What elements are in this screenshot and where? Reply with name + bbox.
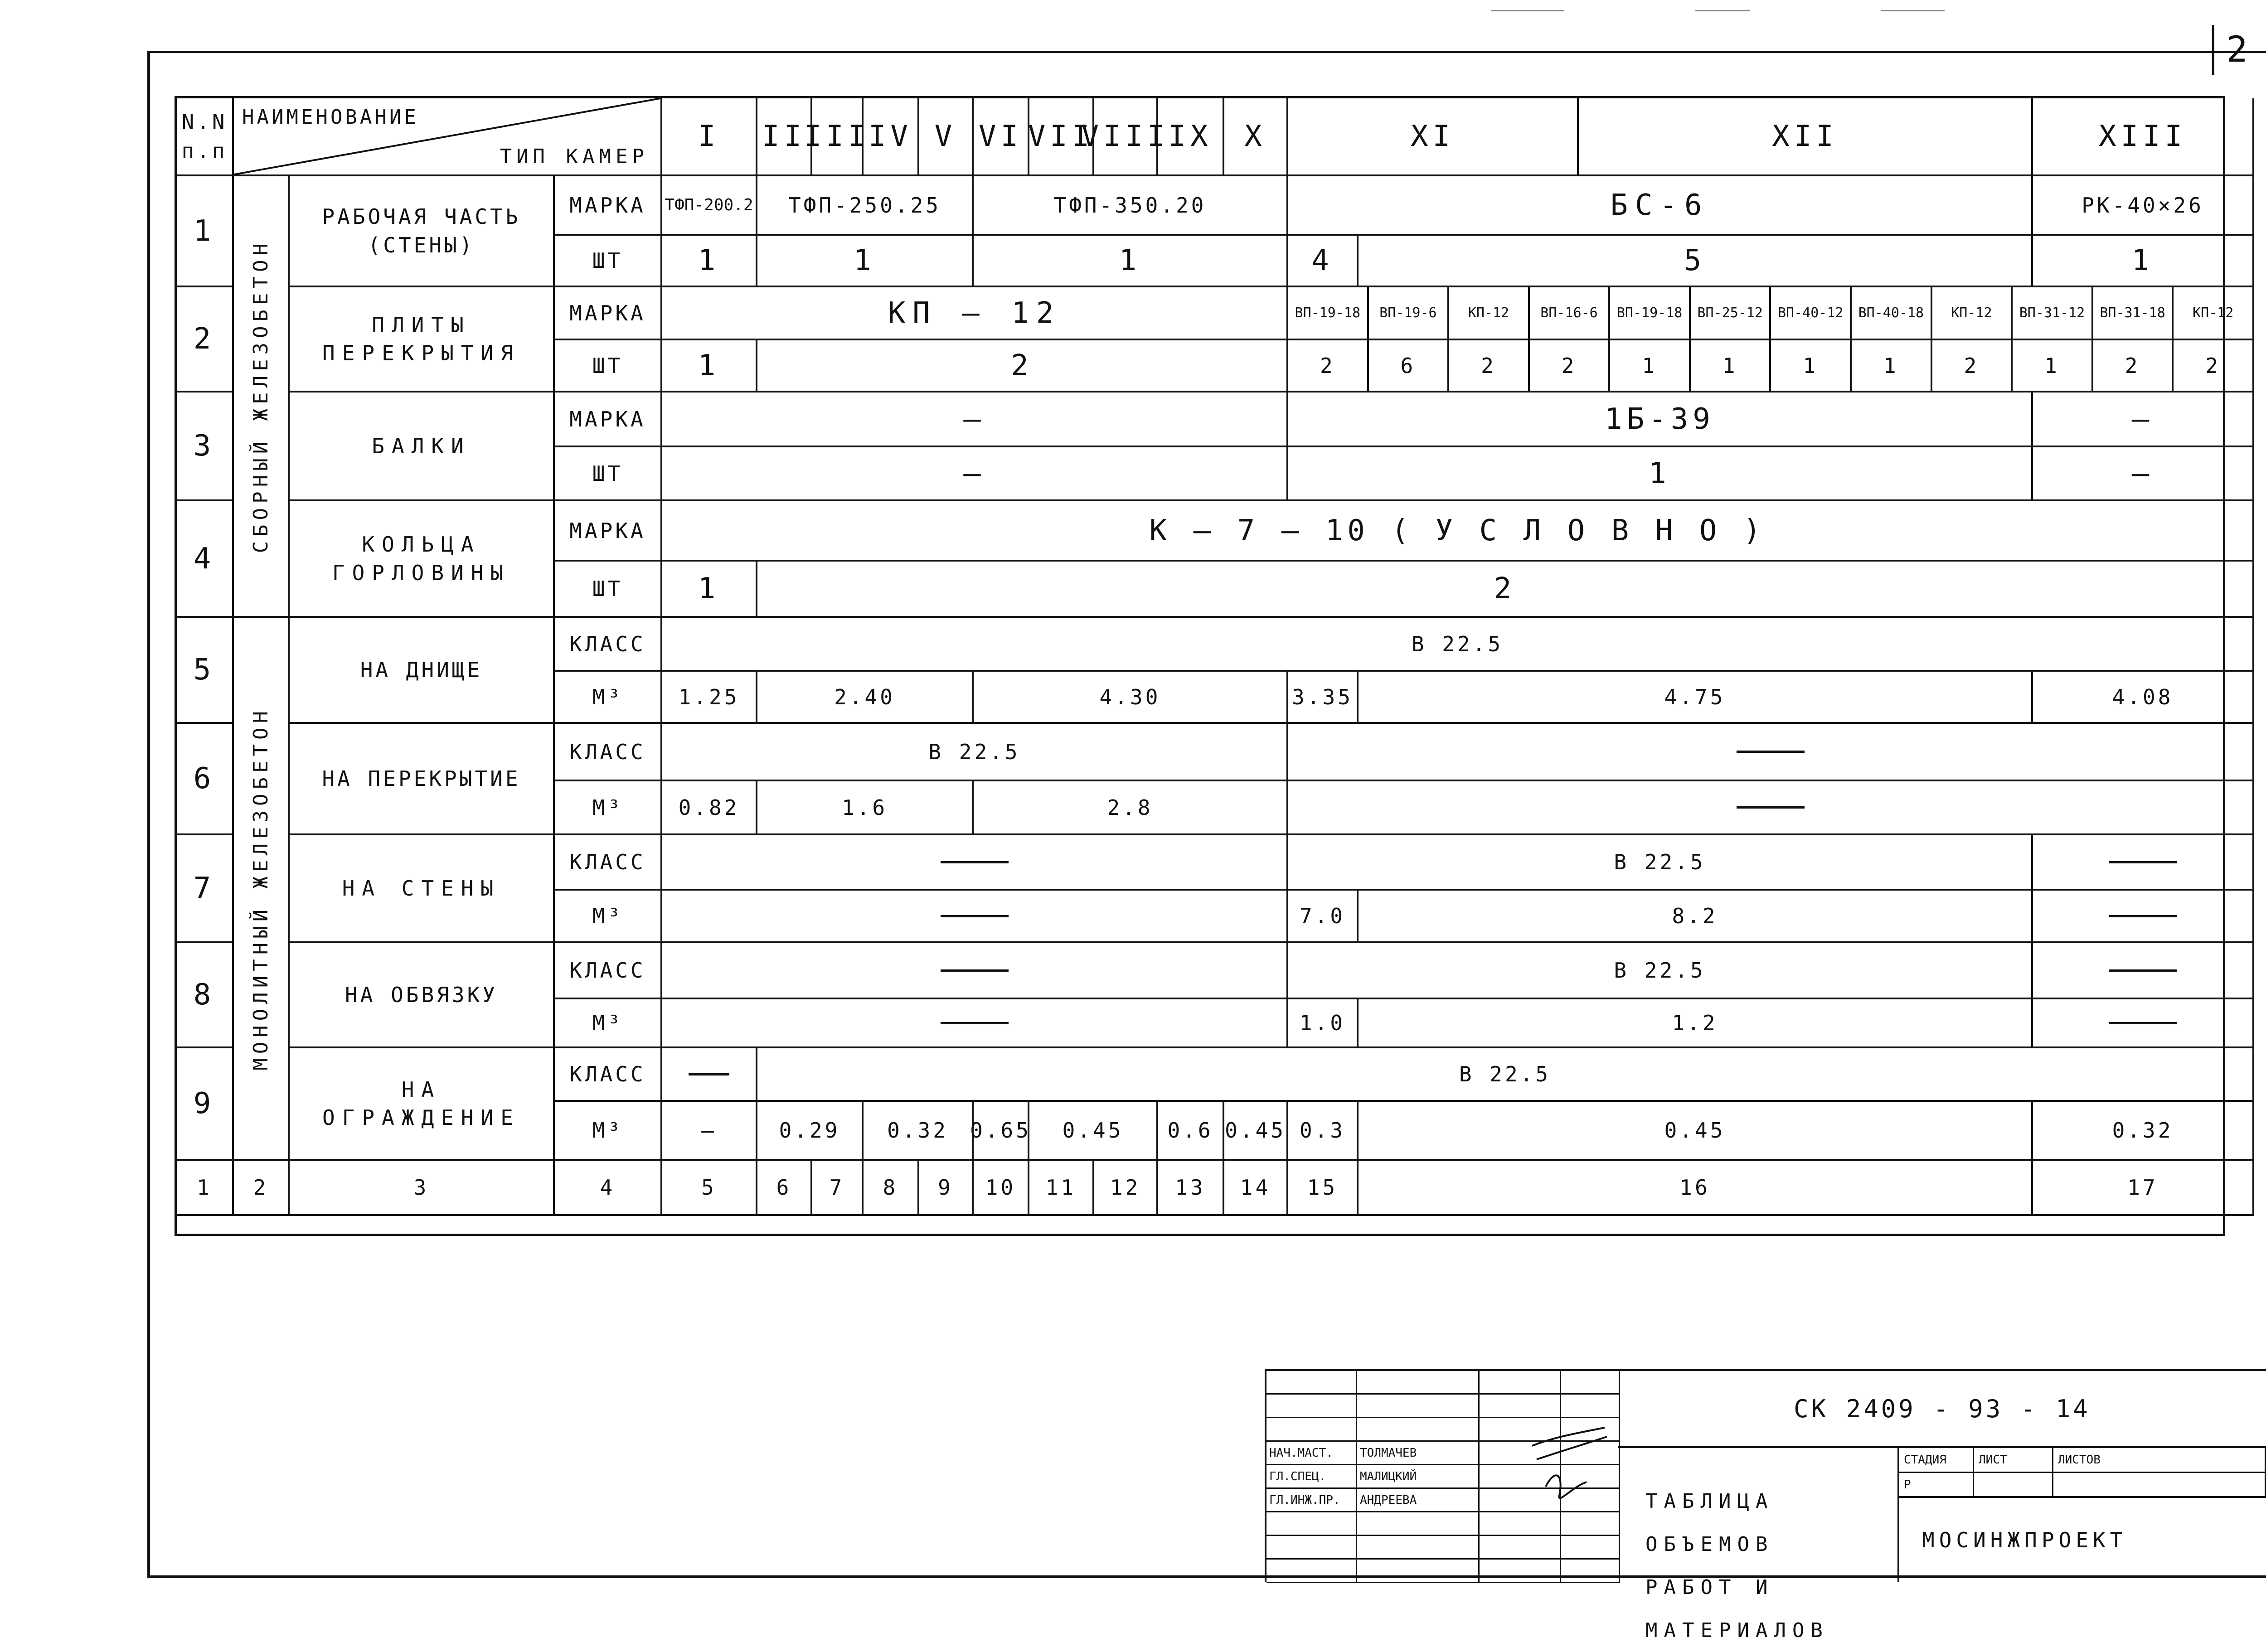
header-type: ТИП КАМЕР bbox=[500, 145, 649, 168]
r8-vol-2: 1.2 bbox=[1359, 999, 2033, 1048]
unit-m3: М³ bbox=[555, 1102, 662, 1161]
r2-mark: ВП-31-12 bbox=[2013, 287, 2093, 339]
row-name-3: БАЛКИ bbox=[290, 392, 555, 501]
r2-mark: ВП-19-6 bbox=[1369, 287, 1450, 339]
r2-mark: ВП-40-18 bbox=[1852, 287, 1932, 339]
r5-class: В 22.5 bbox=[662, 618, 2254, 672]
r4-qty-1: 1 bbox=[662, 562, 757, 618]
r1-mark-2: ТФП-250.25 bbox=[757, 176, 974, 236]
r2-mark: ВП-31-18 bbox=[2093, 287, 2174, 339]
r9-class-dash bbox=[662, 1048, 757, 1102]
r8-class-dash bbox=[2033, 943, 2254, 999]
r6-class: В 22.5 bbox=[662, 724, 1288, 781]
r6-class-dash bbox=[1288, 724, 2254, 781]
unit-pcs: ШТ bbox=[555, 236, 662, 287]
unit-pcs: ШТ bbox=[555, 447, 662, 501]
sheet-label: ЛИСТ bbox=[1974, 1448, 2053, 1473]
header-chamber-8: VIII bbox=[1094, 98, 1158, 176]
r2-mark: ВП-19-18 bbox=[1288, 287, 1369, 339]
r6-vol-3: 2.8 bbox=[974, 781, 1288, 835]
r1-mark-5: РК-40×26 bbox=[2033, 176, 2254, 236]
header-chamber-9: IX bbox=[1158, 98, 1224, 176]
row-name-1: РАБОЧАЯ ЧАСТЬ (СТЕНЫ) bbox=[290, 176, 555, 287]
row-num-7: 7 bbox=[177, 835, 234, 943]
role-1: НАЧ.МАСТ. bbox=[1266, 1442, 1357, 1465]
r7-class-dash bbox=[662, 835, 1288, 891]
header-name-type bbox=[234, 98, 662, 176]
row-num-5: 5 bbox=[177, 618, 234, 724]
unit-class: КЛАСС bbox=[555, 618, 662, 672]
r3-mark-dash: — bbox=[662, 392, 1288, 447]
r2-qty: 1 bbox=[1852, 340, 1932, 391]
person-2: МАЛИЦКИЙ bbox=[1357, 1465, 1480, 1489]
row-num-3: 3 bbox=[177, 392, 234, 501]
r3-mark: 1Б-39 bbox=[1288, 392, 2033, 447]
scan-mark bbox=[1881, 10, 1945, 11]
r2-mark: КП-12 bbox=[1932, 287, 2013, 339]
r2-mark: ВП-19-18 bbox=[1610, 287, 1691, 339]
r9-vol: 0.29 bbox=[757, 1102, 864, 1161]
r9-vol: 0.45 bbox=[1029, 1102, 1158, 1161]
r2-qty-main: 2 bbox=[757, 340, 1288, 392]
row-name-8: НА ОБВЯЗКУ bbox=[290, 943, 555, 1048]
unit-pcs: ШТ bbox=[555, 562, 662, 618]
unit-mark: МАРКА bbox=[555, 287, 662, 340]
colnum: 17 bbox=[2033, 1161, 2254, 1216]
header-num: N.N п.п bbox=[177, 98, 234, 176]
title-block bbox=[1265, 1369, 2266, 1642]
r6-vol-2: 1.6 bbox=[757, 781, 974, 835]
r7-vol-dash bbox=[2033, 891, 2254, 943]
header-chamber-4: IV bbox=[864, 98, 919, 176]
r2-qty-list bbox=[1288, 340, 2254, 392]
header-chamber-7: VII bbox=[1029, 98, 1094, 176]
r2-qty: 1 bbox=[1691, 340, 1771, 391]
r9-class: В 22.5 bbox=[757, 1048, 2254, 1102]
r3-qty-dash: — bbox=[2033, 447, 2254, 501]
r9-vol: 0.32 bbox=[864, 1102, 974, 1161]
colnum: 11 bbox=[1029, 1161, 1094, 1216]
r8-class: В 22.5 bbox=[1288, 943, 2033, 999]
r2-mark-list bbox=[1288, 287, 2254, 340]
r2-qty: 1 bbox=[2013, 340, 2093, 391]
r7-vol-dash bbox=[662, 891, 1288, 943]
r7-class: В 22.5 bbox=[1288, 835, 2033, 891]
row-name-4: КОЛЬЦА ГОРЛОВИНЫ bbox=[290, 501, 555, 618]
stage-label: СТАДИЯ bbox=[1899, 1448, 1974, 1473]
r2-qty: 1 bbox=[1771, 340, 1852, 391]
stage-grid bbox=[1899, 1448, 2266, 1498]
r2-qty: 2 bbox=[1932, 340, 2013, 391]
r2-mark: ВП-16-6 bbox=[1530, 287, 1611, 339]
r8-vol-dash bbox=[662, 999, 1288, 1048]
row-name-7: НА СТЕНЫ bbox=[290, 835, 555, 943]
r1-qty-1: 1 bbox=[662, 236, 757, 287]
unit-m3: М³ bbox=[555, 999, 662, 1048]
unit-mark: МАРКА bbox=[555, 501, 662, 562]
volumes-table bbox=[175, 96, 2234, 1236]
row-num-6: 6 bbox=[177, 724, 234, 835]
unit-class: КЛАСС bbox=[555, 724, 662, 781]
sheets-label: ЛИСТОВ bbox=[2053, 1448, 2266, 1473]
r6-vol-1: 0.82 bbox=[662, 781, 757, 835]
header-chamber-2: II bbox=[757, 98, 812, 176]
r1-mark-3: ТФП-350.20 bbox=[974, 176, 1288, 236]
r9-vol: 0.45 bbox=[1359, 1102, 2033, 1161]
r7-vol-1: 7.0 bbox=[1288, 891, 1359, 943]
r9-vol: 0.32 bbox=[2033, 1102, 2254, 1161]
r2-qty: 2 bbox=[1288, 340, 1369, 391]
colnum: 6 bbox=[757, 1161, 812, 1216]
r2-qty: 2 bbox=[1530, 340, 1611, 391]
row-num-9: 9 bbox=[177, 1048, 234, 1161]
unit-class: КЛАСС bbox=[555, 1048, 662, 1102]
stage-value: Р bbox=[1899, 1473, 1974, 1498]
document-title: ТАБЛИЦА ОБЪЕМОВ РАБОТ И МАТЕРИАЛОВ bbox=[1618, 1448, 1899, 1582]
group-monolith: МОНОЛИТНЫЙ ЖЕЛЕЗОБЕТОН bbox=[234, 618, 290, 1161]
person-3: АНДРЕЕВА bbox=[1357, 1489, 1480, 1512]
r3-qty: 1 bbox=[1288, 447, 2033, 501]
signature-icon bbox=[1528, 1419, 1609, 1509]
r2-qty: 1 bbox=[1610, 340, 1691, 391]
colnum: 4 bbox=[555, 1161, 662, 1216]
r2-mark: ВП-40-12 bbox=[1771, 287, 1852, 339]
r2-mark: ВП-25-12 bbox=[1691, 287, 1771, 339]
colnum: 9 bbox=[919, 1161, 974, 1216]
document-code: СК 2409 - 93 - 14 bbox=[1618, 1369, 2266, 1448]
r3-mark-dash: — bbox=[2033, 392, 2254, 447]
r5-vol-3: 4.30 bbox=[974, 672, 1288, 724]
row-num-8: 8 bbox=[177, 943, 234, 1048]
r7-class-dash bbox=[2033, 835, 2254, 891]
colnum: 10 bbox=[974, 1161, 1029, 1216]
header-chamber-12: XII bbox=[1579, 98, 2033, 176]
colnum: 12 bbox=[1094, 1161, 1158, 1216]
role-2: ГЛ.СПЕЦ. bbox=[1266, 1465, 1357, 1489]
header-chamber-13: XIII bbox=[2033, 98, 2254, 176]
r5-vol-2: 2.40 bbox=[757, 672, 974, 724]
unit-m3: М³ bbox=[555, 672, 662, 724]
r2-mark: КП-12 bbox=[2174, 287, 2254, 339]
r8-vol-1: 1.0 bbox=[1288, 999, 1359, 1048]
group-prefab: СБОРНЫЙ ЖЕЛЕЗОБЕТОН bbox=[234, 176, 290, 618]
r6-vol-dash bbox=[1288, 781, 2254, 835]
r4-mark: К — 7 — 10 ( У С Л О В Н О ) bbox=[662, 501, 2254, 562]
person-1: ТОЛМАЧЕВ bbox=[1357, 1442, 1480, 1465]
unit-pcs: ШТ bbox=[555, 340, 662, 392]
row-num-4: 4 bbox=[177, 501, 234, 618]
row-name-9: НА ОГРАЖДЕНИЕ bbox=[290, 1048, 555, 1161]
r5-vol-6: 4.08 bbox=[2033, 672, 2254, 724]
r9-vol: 0.65 bbox=[974, 1102, 1029, 1161]
r5-vol-4: 3.35 bbox=[1288, 672, 1359, 724]
header-chamber-11: XI bbox=[1288, 98, 1579, 176]
r2-qty: 6 bbox=[1369, 340, 1450, 391]
r1-qty-6: 1 bbox=[2033, 236, 2254, 287]
unit-mark: МАРКА bbox=[555, 392, 662, 447]
scan-mark bbox=[1491, 10, 1564, 11]
colnum: 13 bbox=[1158, 1161, 1224, 1216]
colnum: 5 bbox=[662, 1161, 757, 1216]
r3-qty-dash: — bbox=[662, 447, 1288, 501]
r1-qty-4: 4 bbox=[1288, 236, 1359, 287]
r2-qty: 2 bbox=[1449, 340, 1530, 391]
header-chamber-3: III bbox=[812, 98, 864, 176]
colnum: 1 bbox=[177, 1161, 234, 1216]
r8-class-dash bbox=[662, 943, 1288, 999]
r7-vol-2: 8.2 bbox=[1359, 891, 2033, 943]
header-chamber-5: V bbox=[919, 98, 974, 176]
colnum: 14 bbox=[1224, 1161, 1288, 1216]
r4-qty-2: 2 bbox=[757, 562, 2254, 618]
r2-qty-first: 1 bbox=[662, 340, 757, 392]
r5-vol-1: 1.25 bbox=[662, 672, 757, 724]
r1-qty-2: 1 bbox=[757, 236, 974, 287]
unit-mark: МАРКА bbox=[555, 176, 662, 236]
r9-vol: 0.45 bbox=[1224, 1102, 1288, 1161]
row-name-6: НА ПЕРЕКРЫТИЕ bbox=[290, 724, 555, 835]
row-name-5: НА ДНИЩЕ bbox=[290, 618, 555, 724]
r1-mark-1: ТФП-200.2 bbox=[662, 176, 757, 236]
sheet-number: 2 bbox=[2212, 25, 2260, 75]
colnum: 15 bbox=[1288, 1161, 1359, 1216]
colnum: 8 bbox=[864, 1161, 919, 1216]
colnum: 16 bbox=[1359, 1161, 2033, 1216]
header-chamber-10: X bbox=[1224, 98, 1288, 176]
r9-vol: — bbox=[662, 1102, 757, 1161]
unit-class: КЛАСС bbox=[555, 943, 662, 999]
r2-qty: 2 bbox=[2174, 340, 2254, 391]
r5-vol-5: 4.75 bbox=[1359, 672, 2033, 724]
r2-qty: 2 bbox=[2093, 340, 2174, 391]
r2-mark: КП-12 bbox=[1449, 287, 1530, 339]
header-name: НАИМЕНОВАНИЕ bbox=[242, 106, 419, 129]
r9-vol: 0.6 bbox=[1158, 1102, 1224, 1161]
r9-vol: 0.3 bbox=[1288, 1102, 1359, 1161]
colnum: 7 bbox=[812, 1161, 864, 1216]
r2-mark-main: КП — 12 bbox=[662, 287, 1288, 340]
colnum: 2 bbox=[234, 1161, 290, 1216]
row-num-1: 1 bbox=[177, 176, 234, 287]
r1-qty-3: 1 bbox=[974, 236, 1288, 287]
header-chamber-1: I bbox=[662, 98, 757, 176]
unit-m3: М³ bbox=[555, 891, 662, 943]
header-chamber-6: VI bbox=[974, 98, 1029, 176]
r8-vol-dash bbox=[2033, 999, 2254, 1048]
role-3: ГЛ.ИНЖ.ПР. bbox=[1266, 1489, 1357, 1512]
r1-mark-4: БС-6 bbox=[1288, 176, 2033, 236]
unit-m3: М³ bbox=[555, 781, 662, 835]
colnum: 3 bbox=[290, 1161, 555, 1216]
row-name-2: ПЛИТЫ ПЕРЕКРЫТИЯ bbox=[290, 287, 555, 392]
row-num-2: 2 bbox=[177, 287, 234, 392]
organization: МОСИНЖПРОЕКТ bbox=[1922, 1527, 2127, 1552]
scan-mark bbox=[1695, 10, 1750, 11]
r1-qty-5: 5 bbox=[1359, 236, 2033, 287]
unit-class: КЛАСС bbox=[555, 835, 662, 891]
